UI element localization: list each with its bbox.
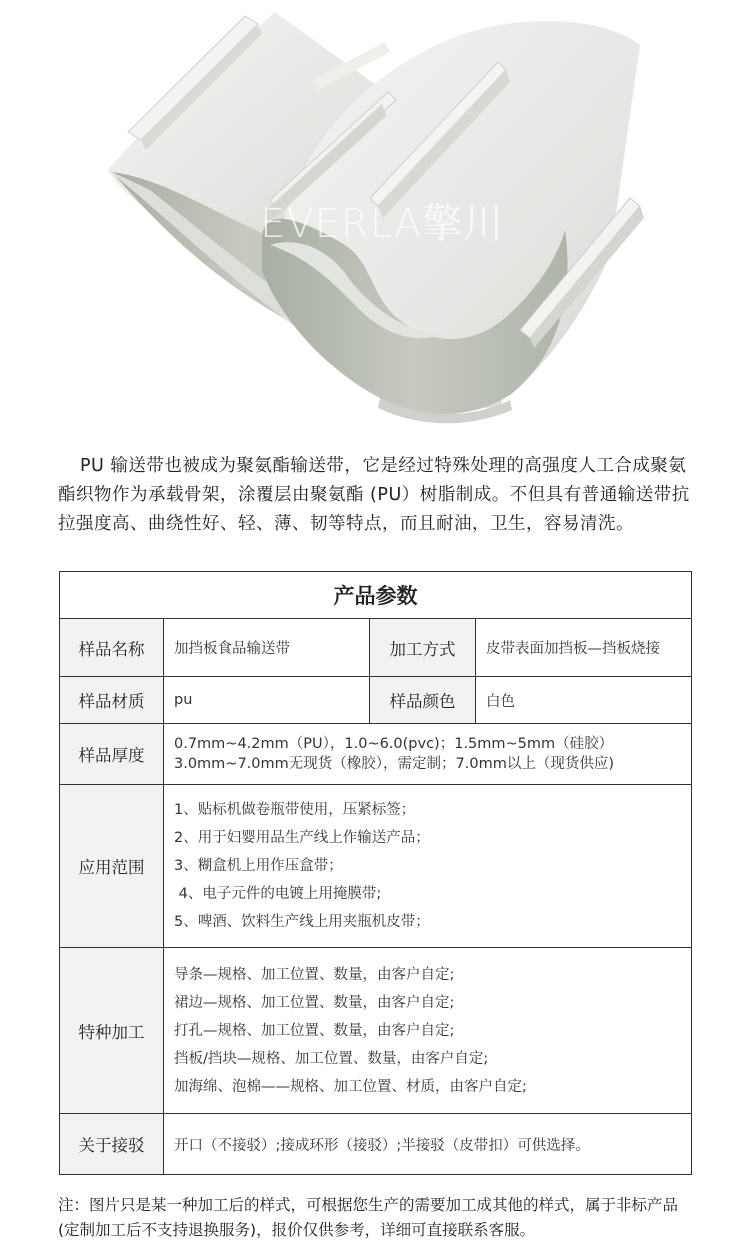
special-item: 挡板/挡块—规格、加工位置、数量，由客户自定;: [174, 1050, 489, 1067]
table-title-row: [60, 572, 692, 619]
thickness-label: 样品厚度: [60, 724, 164, 785]
thickness-line: 3.0mm~7.0mm无现货（橡胶），需定制；7.0mm以上（现货供应): [174, 756, 614, 772]
application-item: 2、用于妇婴用品生产线上作输送产品；: [174, 830, 430, 846]
application-item: 5、啤酒、饮料生产线上用夹瓶机皮带；: [174, 914, 430, 930]
special-label: 特种加工: [60, 948, 164, 1114]
material-label: 样品材质: [60, 677, 164, 724]
application-item: 3、糊盒机上用作压盒带；: [174, 858, 343, 874]
product-image: [0, 0, 750, 440]
brand-watermark: EVERLA擎川: [260, 201, 505, 247]
table-row: [60, 619, 692, 677]
joint-value: 开口（不接驳）;接成环形（接驳）;半接驳（皮带扣）可供选择。: [164, 1114, 692, 1175]
special-item: 裙边—规格、加工位置、数量，由客户自定;: [174, 994, 455, 1011]
application-item: 4、电子元件的电镀上用掩膜带;: [174, 886, 382, 902]
product-spec-table: [59, 571, 692, 1175]
special-item: 加海绵、泡棉——规格、加工位置、材质，由客户自定;: [174, 1078, 527, 1095]
special-value: [164, 948, 692, 1114]
application-label: 应用范围: [60, 785, 164, 948]
table-row: [60, 1114, 692, 1175]
table-title: 产品参数: [60, 572, 692, 619]
special-item: 打孔—规格、加工位置、数量，由客户自定;: [174, 1022, 455, 1039]
application-value: [164, 785, 692, 948]
table-row: [60, 724, 692, 785]
table-row: [60, 948, 692, 1114]
intro-paragraph: PU 输送带也被成为聚氨酯输送带，它是经过特殊处理的高强度人工合成聚氨酯织物作为承载骨架，涂覆层由聚氨酯 (PU）树脂制成。不但具有普通输送带抗拉强度高、曲绕性好、轻、薄、韧等特点，而且耐油，卫生，容易清洗。: [58, 456, 690, 534]
thickness-value: [164, 724, 692, 785]
process-value: 皮带表面加挡板—挡板烧接: [476, 619, 692, 677]
material-value: pu: [164, 677, 370, 724]
table-row: [60, 785, 692, 948]
process-label: 加工方式: [370, 619, 476, 677]
thickness-line: 0.7mm~4.2mm（PU），1.0~6.0(pvc)；1.5mm~5mm（硅胶）: [174, 736, 614, 752]
color-value: 白色: [476, 677, 692, 724]
footnote: 注：图片只是某一种加工后的样式，可根据您生产的需要加工成其他的样式，属于非标产品(定制加工后不支持退换服务)，报价仅供参考，详细可直接联系客服。: [58, 1196, 679, 1239]
application-item: 1、贴标机做卷瓶带使用，压紧标签；: [174, 802, 416, 818]
name-label: 样品名称: [60, 619, 164, 677]
color-label: 样品颜色: [370, 677, 476, 724]
table-row: [60, 677, 692, 724]
special-item: 导条—规格、加工位置、数量，由客户自定;: [174, 966, 455, 983]
joint-label: 关于接驳: [60, 1114, 164, 1175]
name-value: 加挡板食品输送带: [164, 619, 370, 677]
